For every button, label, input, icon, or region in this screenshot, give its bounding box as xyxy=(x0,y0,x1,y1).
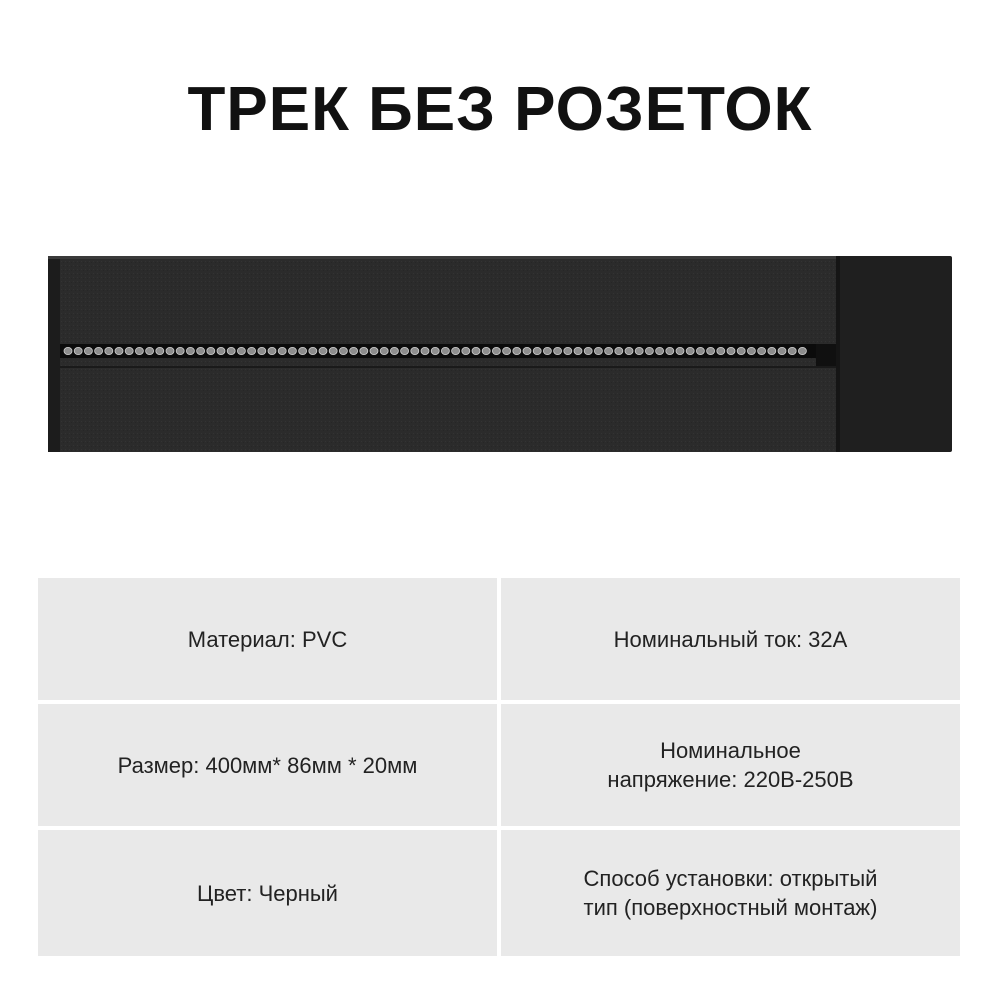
spec-size: Размер: 400мм* 86мм * 20мм xyxy=(38,704,497,830)
conductor-bead xyxy=(176,347,184,354)
conductor-bead xyxy=(594,347,602,354)
conductor-bead xyxy=(186,347,194,354)
conductor-bead xyxy=(115,347,123,354)
conductor-bead xyxy=(309,347,317,354)
conductor-bead xyxy=(207,347,215,354)
conductor-bead xyxy=(747,347,755,354)
conductor-bead xyxy=(105,347,113,354)
conductor-bead xyxy=(431,347,439,354)
conductor-bead xyxy=(686,347,694,354)
conductor-bead xyxy=(390,347,398,354)
conductor-bead xyxy=(278,347,286,354)
conductor-bead xyxy=(778,347,786,354)
conductor-bead xyxy=(268,347,276,354)
track-left-edge xyxy=(48,256,60,452)
conductor-bead xyxy=(564,347,572,354)
product-image-track xyxy=(48,256,952,452)
conductor-bead xyxy=(441,347,449,354)
conductor-bead xyxy=(625,347,633,354)
conductor-bead xyxy=(125,347,133,354)
conductor-bead xyxy=(645,347,653,354)
conductor-bead xyxy=(482,347,490,354)
conductor-bead xyxy=(95,347,103,354)
conductor-bead xyxy=(156,347,164,354)
conductor-bead xyxy=(237,347,245,354)
conductor-bead xyxy=(717,347,725,354)
conductor-bead xyxy=(533,347,541,354)
conductor-bead xyxy=(492,347,500,354)
conductor-bead xyxy=(707,347,715,354)
conductor-bead xyxy=(452,347,460,354)
conductor-bead xyxy=(166,347,174,354)
conductor-bead xyxy=(370,347,378,354)
track-illustration xyxy=(48,256,952,452)
conductor-bead xyxy=(758,347,766,354)
conductor-bead xyxy=(299,347,307,354)
conductor-bead xyxy=(339,347,347,354)
conductor-bead xyxy=(227,347,235,354)
track-end-cap xyxy=(836,256,952,452)
conductor-bead xyxy=(666,347,674,354)
conductor-bead xyxy=(676,347,684,354)
conductor-bead xyxy=(197,347,205,354)
page-title: ТРЕК БЕЗ РОЗЕТОК xyxy=(187,75,813,144)
conductor-bead xyxy=(584,347,592,354)
conductor-bead xyxy=(421,347,429,354)
conductor-bead xyxy=(401,347,409,354)
conductor-bead xyxy=(329,347,337,354)
conductor-bead xyxy=(319,347,327,354)
conductor-bead xyxy=(74,347,82,354)
conductor-bead xyxy=(768,347,776,354)
conductor-bead xyxy=(248,347,256,354)
spec-rated-current: Номинальный ток: 32A xyxy=(501,578,960,704)
conductor-bead xyxy=(543,347,551,354)
conductor-bead xyxy=(503,347,511,354)
conductor-bead xyxy=(513,347,521,354)
conductor-bead xyxy=(554,347,562,354)
conductor-bead xyxy=(788,347,796,354)
conductor-bead xyxy=(380,347,388,354)
conductor-bead xyxy=(696,347,704,354)
spec-color: Цвет: Черный xyxy=(38,830,497,956)
conductor-bead xyxy=(146,347,154,354)
conductor-bead xyxy=(64,347,72,354)
conductor-bead xyxy=(737,347,745,354)
conductor-bead xyxy=(350,347,358,354)
conductor-bead xyxy=(656,347,664,354)
conductor-bead xyxy=(574,347,582,354)
spec-installation: Способ установки: открытый тип (поверхностный монтаж) xyxy=(501,830,960,956)
conductor-bead xyxy=(727,347,735,354)
conductor-bead xyxy=(288,347,296,354)
conductor-bead xyxy=(135,347,143,354)
conductor-bead xyxy=(217,347,225,354)
conductor-bead xyxy=(258,347,266,354)
specs-table xyxy=(38,578,960,956)
conductor-bead xyxy=(635,347,643,354)
conductor-bead xyxy=(462,347,470,354)
conductor-bead xyxy=(605,347,613,354)
spec-rated-voltage: Номинальное напряжение: 220В-250В xyxy=(501,704,960,830)
conductor-bead xyxy=(523,347,531,354)
conductor-bead xyxy=(84,347,92,354)
conductor-bead xyxy=(411,347,419,354)
conductor-bead xyxy=(798,347,806,354)
conductor-bead xyxy=(360,347,368,354)
conductor-bead xyxy=(472,347,480,354)
conductor-bead xyxy=(615,347,623,354)
spec-material: Материал: PVC xyxy=(38,578,497,704)
